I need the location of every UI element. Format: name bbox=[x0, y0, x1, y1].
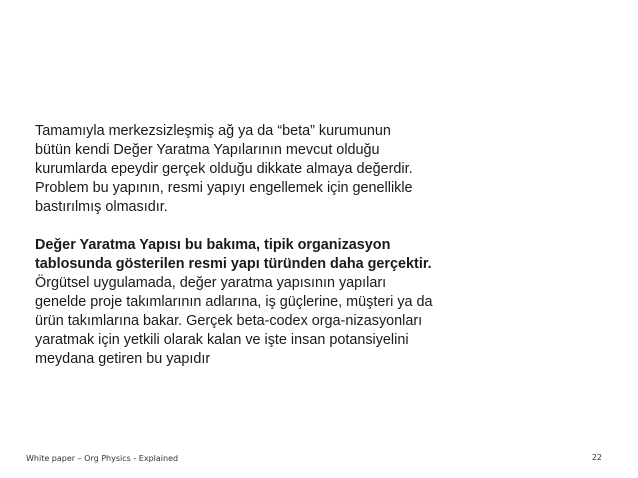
paragraph-intro bbox=[35, 122, 615, 217]
text-line: bütün kendi Değer Yaratma Yapılarının mevcut olduğu bbox=[35, 142, 380, 158]
text-line: Tamamıyla merkezsizleşmiş ağ ya da “beta” kurumunun bbox=[35, 123, 391, 139]
text-line: meydana getiren bu yapıdır bbox=[35, 351, 211, 367]
paragraph-spacer bbox=[35, 217, 615, 236]
text-line: yaratmak için yetkili olarak kalan ve işte insan potansiyelini bbox=[35, 332, 409, 348]
text-line: Örgütsel uygulamada, değer yaratma yapısının yapıları bbox=[35, 275, 387, 291]
document-body bbox=[35, 122, 615, 369]
text-line: bastırılmış olmasıdır. bbox=[35, 199, 168, 215]
bold-text-line: Değer Yaratma Yapısı bu bakıma, tipik organizasyon bbox=[35, 237, 391, 253]
text-line: ürün takımlarına bakar. Gerçek beta-codex orga-nizasyonları bbox=[35, 313, 423, 329]
text-line: genelde proje takımlarının adlarına, iş güçlerine, müşteri ya da bbox=[35, 294, 433, 310]
text-line: Problem bu yapının, resmi yapıyı engellemek için genellikle bbox=[35, 180, 413, 196]
text-line: kurumlarda epeydir gerçek olduğu dikkate almaya değerdir. bbox=[35, 161, 413, 177]
footer-title: White paper – Org Physics - Explained bbox=[26, 454, 179, 463]
bold-text-line: tablosunda gösterilen resmi yapı türünden daha gerçektir. bbox=[35, 256, 432, 272]
paragraph-value-creation bbox=[35, 236, 615, 369]
page-number: 22 bbox=[591, 453, 602, 462]
